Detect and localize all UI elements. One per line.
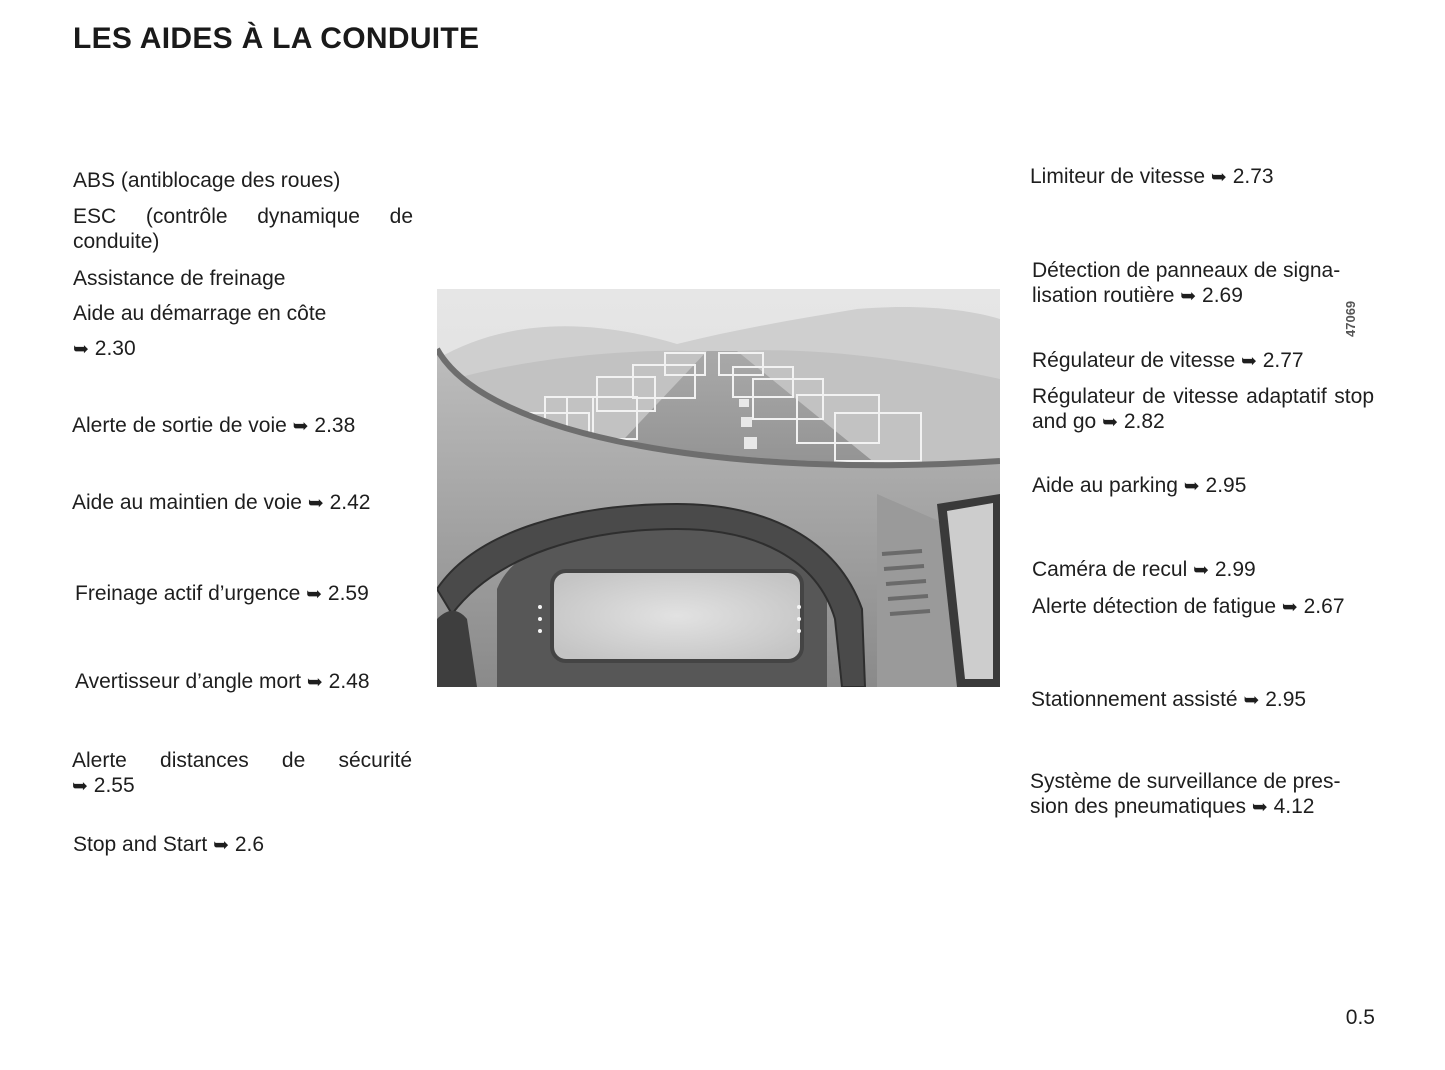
page-number: 0.5 <box>1345 1006 1375 1029</box>
arrow-right-icon: ➥ <box>213 835 230 856</box>
page-reference: 2.67 <box>1303 595 1345 618</box>
entry-label: ESC (contrôle dynamique de conduite) <box>73 205 413 253</box>
entry-freinage-urgence <box>75 581 369 607</box>
entry-aide-demarrage <box>73 301 326 326</box>
page-reference: 2.95 <box>1205 474 1247 497</box>
entry-abs <box>73 168 340 193</box>
entry-label: Alerte de sortie de voie <box>72 414 287 437</box>
arrow-right-icon: ➥ <box>306 584 323 605</box>
page-reference: 2.73 <box>1232 165 1274 188</box>
arrow-right-icon: ➥ <box>72 776 88 797</box>
entry-label: Caméra de recul <box>1032 558 1188 581</box>
page-reference: 2.59 <box>327 582 369 605</box>
page-reference: 4.12 <box>1273 795 1315 818</box>
entry-label: Avertisseur d’angle mort <box>75 670 302 693</box>
entry-aide-demarrage-reference <box>73 336 136 362</box>
page-reference: 2.48 <box>328 670 370 693</box>
entry-label: Aide au maintien de voie <box>72 491 302 514</box>
page-reference: 2.30 <box>94 337 136 360</box>
entry-label: Aide au démarrage en côte <box>73 302 327 325</box>
arrow-right-icon: ➥ <box>292 416 309 437</box>
arrow-right-icon: ➥ <box>307 493 324 514</box>
arrow-right-icon: ➥ <box>1210 167 1227 188</box>
entry-label: Freinage actif d’urgence <box>75 582 301 605</box>
entry-label: Stop and Start <box>73 833 208 856</box>
entry-label: Aide au parking <box>1032 474 1178 497</box>
arrow-right-icon: ➥ <box>1102 412 1118 433</box>
page-reference: 2.77 <box>1262 349 1304 372</box>
entry-label: Alerte distances de sécurité <box>72 749 412 772</box>
entry-camera-recul <box>1032 557 1256 583</box>
arrow-right-icon: ➥ <box>1183 476 1200 497</box>
entry-stop-start <box>73 832 264 858</box>
arrow-right-icon: ➥ <box>73 339 89 360</box>
page-title: LES AIDES À LA CONDUITE <box>73 22 480 55</box>
entry-detection-panneaux <box>1032 258 1340 309</box>
figure-code: 47069 <box>1343 300 1358 338</box>
entry-alerte-sortie-voie <box>72 413 355 439</box>
entry-alerte-fatigue <box>1032 594 1345 620</box>
entry-distances-securite <box>72 748 412 799</box>
entry-regulateur-adaptatif <box>1032 384 1374 435</box>
entry-label: Limiteur de vitesse <box>1030 165 1206 188</box>
entry-stationnement-assiste <box>1031 687 1306 713</box>
entry-aide-maintien-voie <box>72 490 370 516</box>
arrow-right-icon: ➥ <box>306 672 323 693</box>
entry-label: Système de surveillance de pres- <box>1030 770 1341 793</box>
arrow-right-icon: ➥ <box>1180 286 1197 307</box>
arrow-right-icon: ➥ <box>1251 797 1268 818</box>
entry-limiteur-vitesse <box>1030 164 1274 190</box>
entry-label: Détection de panneaux de signa- <box>1032 259 1341 282</box>
page-reference: 2.38 <box>314 414 356 437</box>
entry-label: ABS (antiblocage des roues) <box>73 169 341 192</box>
dashboard-illustration <box>437 289 1000 687</box>
entry-regulateur-vitesse <box>1032 348 1304 374</box>
arrow-right-icon: ➥ <box>1243 690 1260 711</box>
page-reference: 2.82 <box>1123 410 1165 433</box>
entry-label: Régulateur de vitesse adaptatif stop and go <box>1032 385 1374 433</box>
entry-label-continued: sion des pneumatiques <box>1030 795 1246 818</box>
page-reference: 2.99 <box>1214 558 1256 581</box>
entry-label: Assistance de freinage <box>73 267 286 290</box>
entry-label-continued: lisation routière <box>1032 284 1175 307</box>
arrow-right-icon: ➥ <box>1281 597 1298 618</box>
arrow-right-icon: ➥ <box>1240 351 1257 372</box>
page-reference: 2.55 <box>93 774 135 797</box>
page-reference: 2.6 <box>234 833 265 856</box>
arrow-right-icon: ➥ <box>1193 560 1209 581</box>
page-reference: 2.69 <box>1202 284 1243 307</box>
entry-angle-mort <box>75 669 370 695</box>
entry-label: Régulateur de vitesse <box>1032 349 1236 372</box>
entry-label: Alerte détection de fatigue <box>1032 595 1277 618</box>
entry-esc <box>73 204 413 254</box>
page-reference: 2.95 <box>1265 688 1307 711</box>
dashboard-drawing <box>437 289 1000 687</box>
entry-label: Stationnement assisté <box>1031 688 1238 711</box>
page-reference: 2.42 <box>329 491 371 514</box>
entry-assistance-freinage <box>73 266 285 291</box>
entry-surveillance-pneumatiques <box>1030 769 1340 820</box>
entry-aide-parking <box>1032 473 1246 499</box>
